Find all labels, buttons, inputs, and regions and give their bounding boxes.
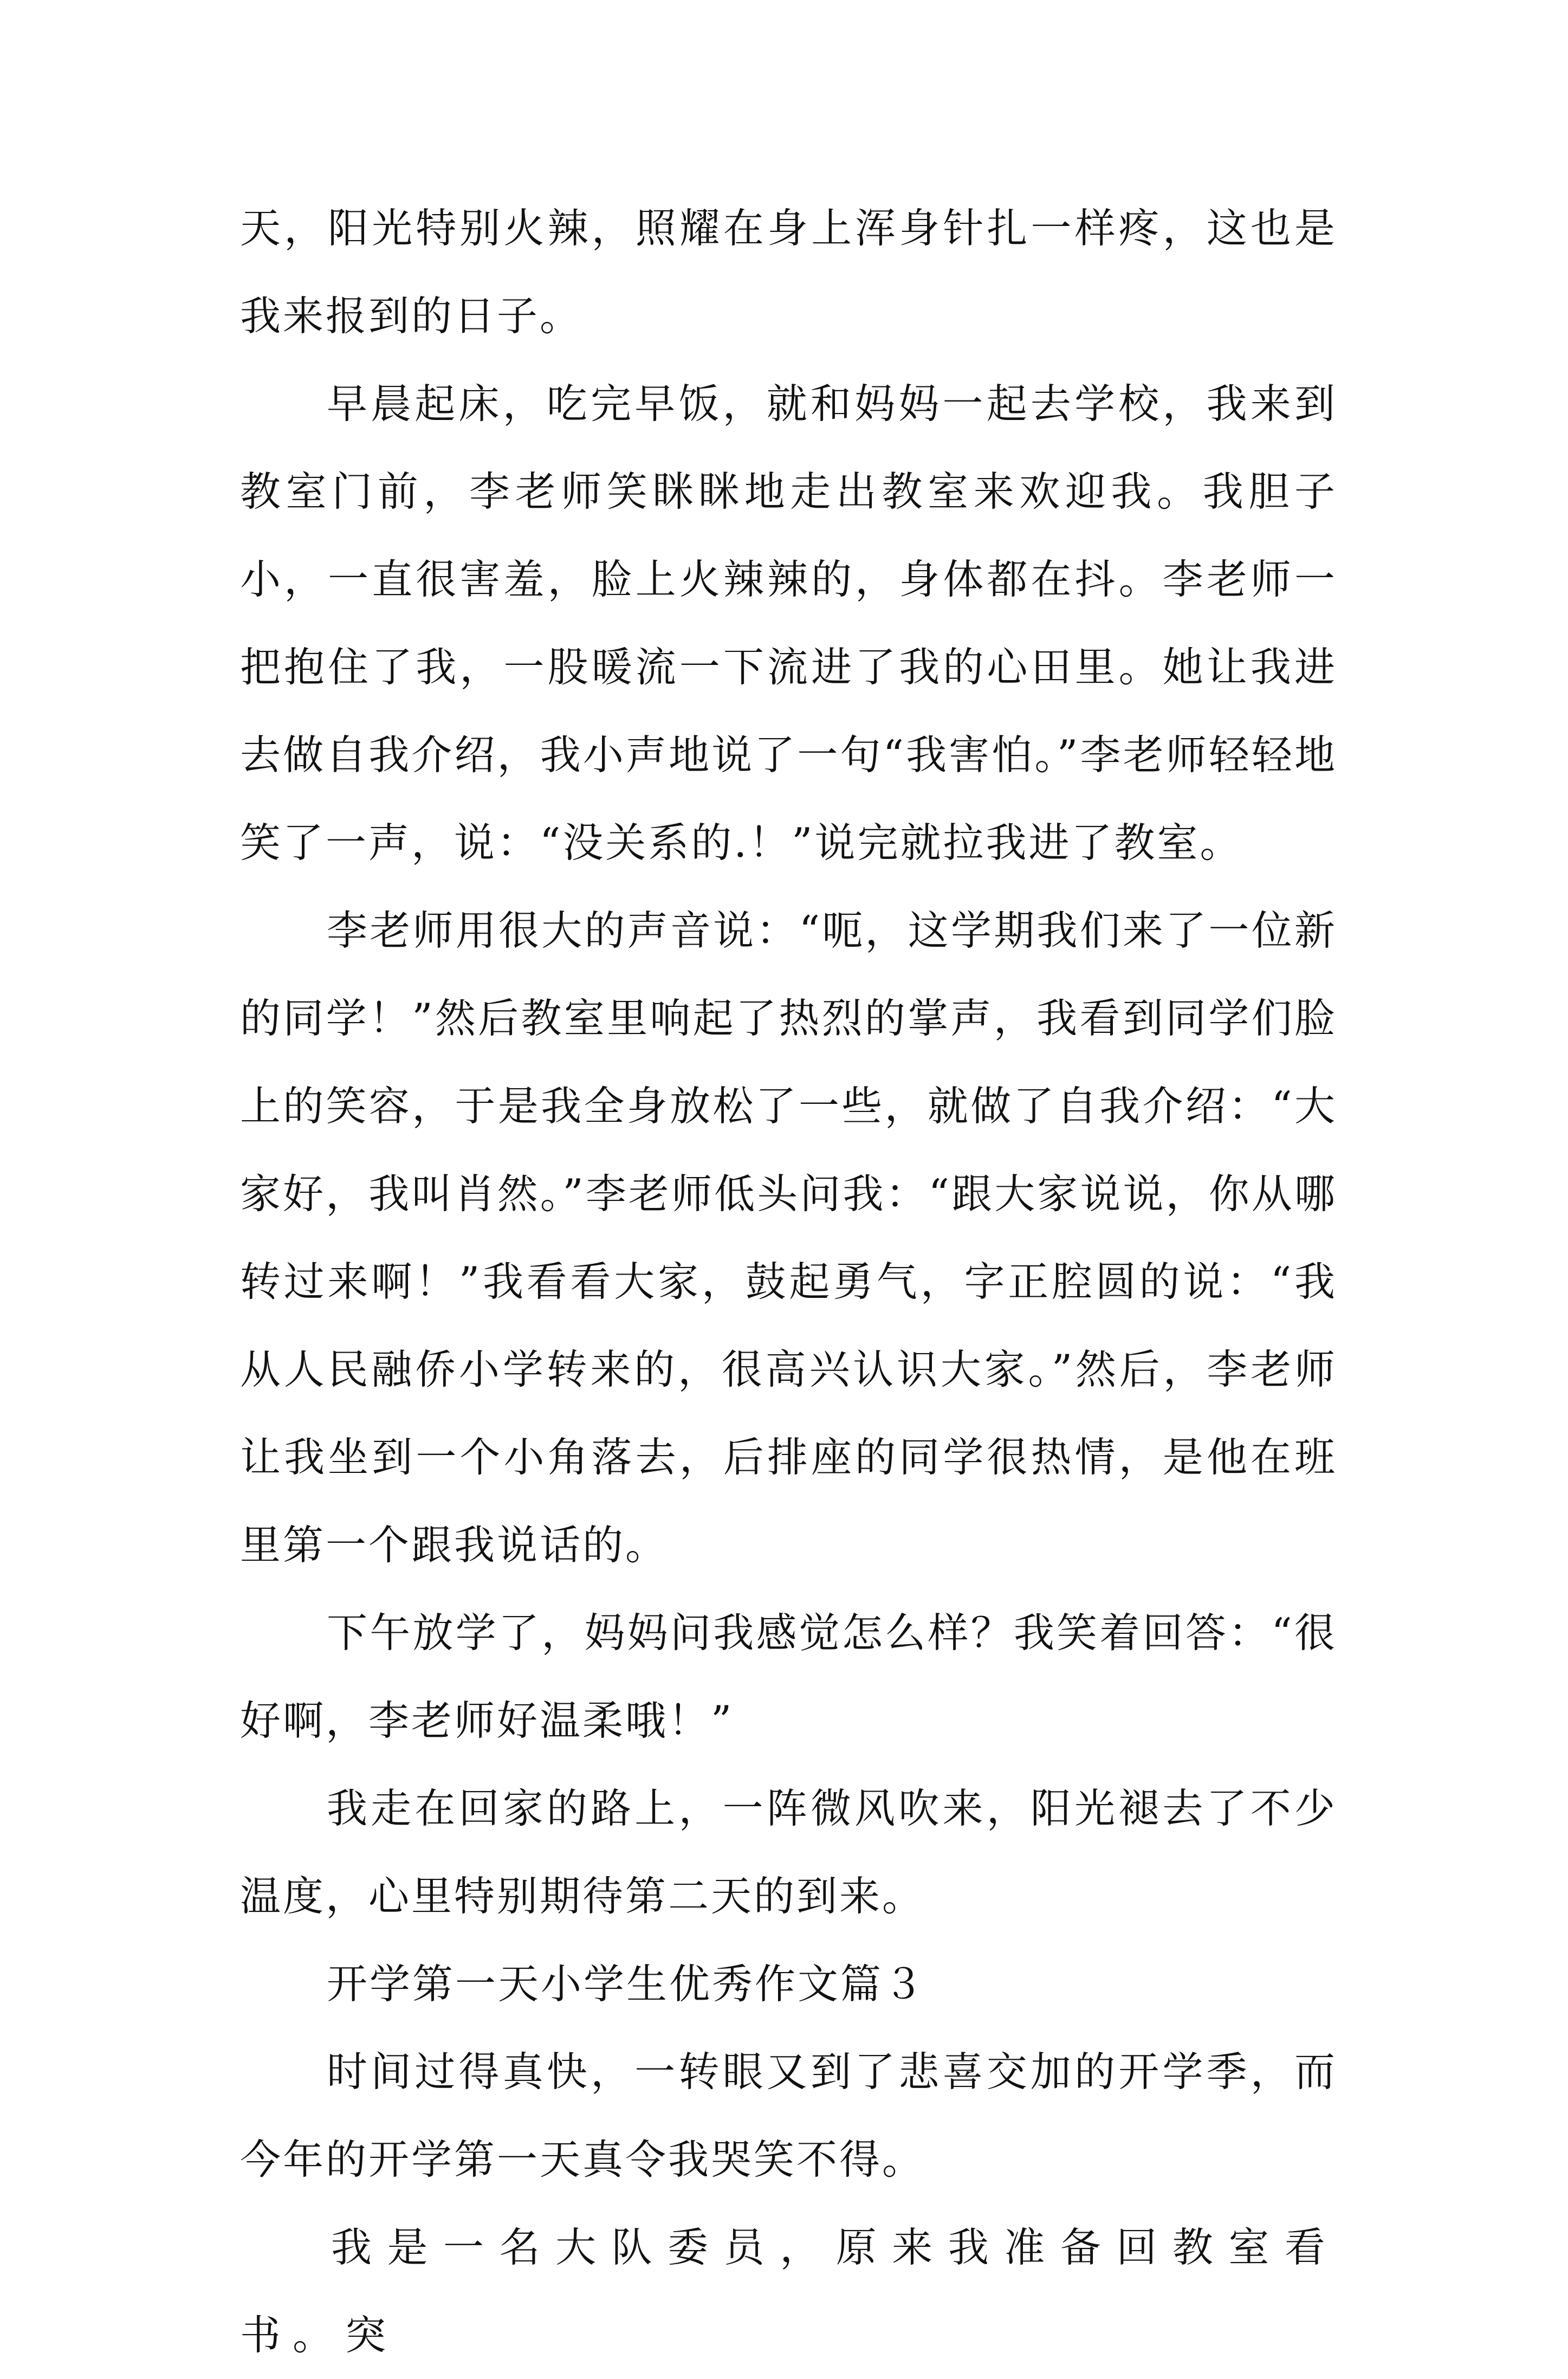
section-heading: 开学第一天小学生优秀作文篇３ — [327, 1960, 926, 2008]
paragraph-5: 我走在回家的路上，一阵微风吹来，阳光褪去了不少温度，心里特别期待第二天的到来。 — [240, 1785, 1337, 1920]
paragraph-4: 下午放学了，妈妈问我感觉怎么样？我笑着回答：“很好啊，李老师好温柔哦！” — [240, 1609, 1337, 1744]
paragraph-3: 李老师用很大的声音说：“呃，这学期我们来了一位新的同学！”然后教室里响起了热烈的掌声，我看到同学们脸上的笑容，于是我全身放松了一些，就做了自我介绍：“大家好，我叫肖然。”李老师低头问我：“跟大家说说，你从哪转过来啊！”我看看大家，鼓起勇气，字正腔圆的说：“我从人民融侨小学转来的，很高兴认识大家。”然后，李老师让我坐到一个小角落去，后排座的同学很热情，是他在班里第一个跟我说话的。 — [240, 907, 1337, 1569]
document-body — [240, 184, 1337, 2379]
paragraph-7: 我是一名大队委员，原来我准备回教室看书。突 — [240, 2223, 1337, 2359]
paragraph-2: 早晨起床，吃完早饭，就和妈妈一起去学校，我来到教室门前，李老师笑眯眯地走出教室来欢迎我。我胆子小，一直很害羞，脸上火辣辣的，身体都在抖。李老师一把抱住了我，一股暖流一下流进了我的心田里。她让我进去做自我介绍，我小声地说了一句“我害怕。”李老师轻轻地笑了一声，说：“没关系的.！”说完就拉我进了教室。 — [240, 380, 1337, 867]
paragraph-6: 时间过得真快，一转眼又到了悲喜交加的开学季，而今年的开学第一天真令我哭笑不得。 — [240, 2048, 1337, 2183]
paragraph-1: 天，阳光特别火辣，照耀在身上浑身针扎一样疼，这也是我来报到的日子。 — [240, 204, 1337, 340]
